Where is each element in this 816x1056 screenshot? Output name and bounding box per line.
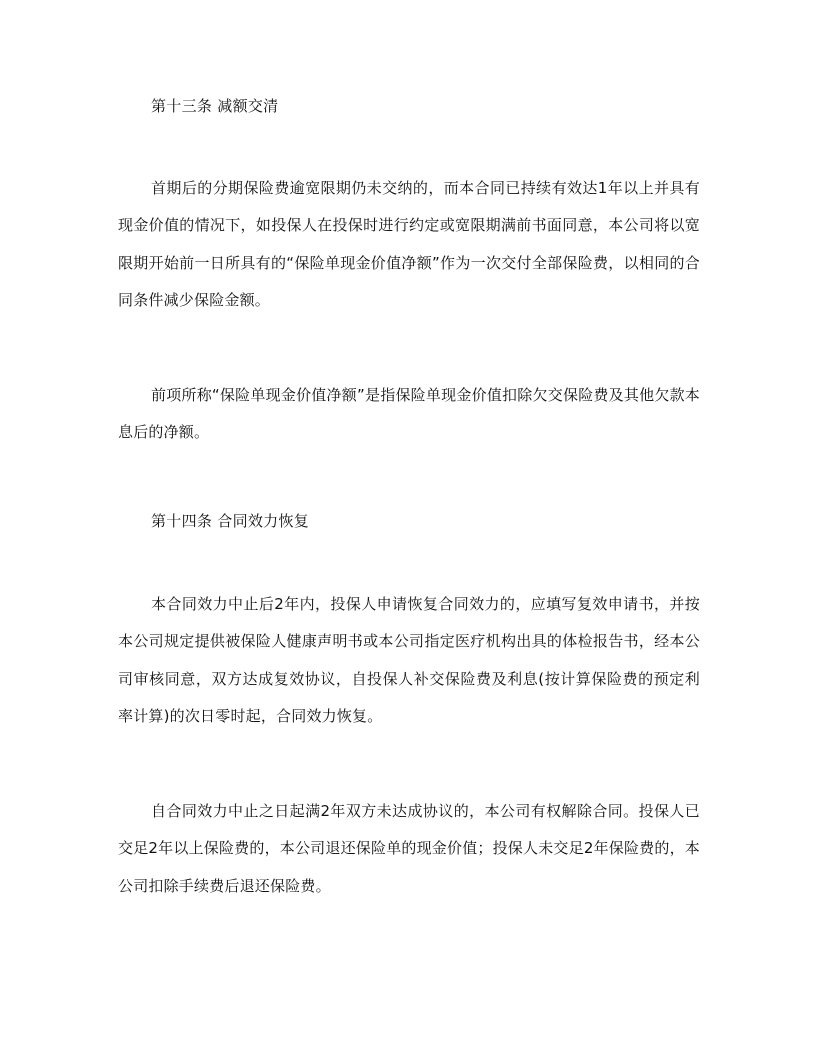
article-13-paragraph-1: 首期后的分期保险费逾宽限期仍未交纳的，而本合同已持续有效达1年以上并具有现金价值的情况下，如投保人在投保时进行约定或宽限期满前书面同意，本公司将以宽限期开始前一日所具有的“保险单现金价值净额”作为一次交付全部保险费，以相同的合同条件减少保险金额。 (118, 179, 700, 309)
article-13-paragraph-2: 前项所称“保险单现金价值净额”是指保险单现金价值扣除欠交保险费及其他欠款本息后的净额。 (118, 386, 700, 442)
article-13-heading: 第十三条 减额交清 (151, 97, 279, 115)
article-14-paragraph-1: 本合同效力中止后2年内，投保人申请恢复合同效力的，应填写复效申请书，并按本公司规定提供被保险人健康声明书或本公司指定医疗机构出具的体检报告书，经本公司审核同意，双方达成复效协议，自投保人补交保险费及利息(按计算保险费的预定利率计算)的次日零时起，合同效力恢复。 (118, 595, 700, 725)
article-14-heading: 第十四条 合同效力恢复 (151, 512, 310, 530)
article-14-paragraph-2: 自合同效力中止之日起满2年双方未达成协议的，本公司有权解除合同。投保人已交足2年以上保险费的，本公司退还保险单的现金价值；投保人未交足2年保险费的，本公司扣除手续费后退还保险费。 (118, 802, 700, 895)
